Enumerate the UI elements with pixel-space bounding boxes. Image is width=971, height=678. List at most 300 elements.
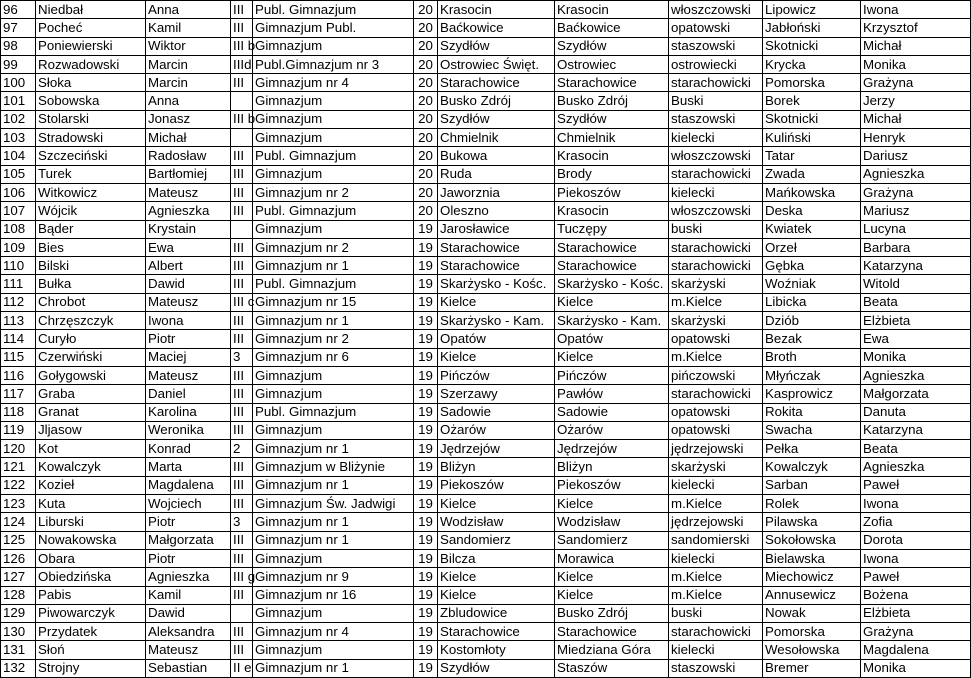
teacher-firstname-cell: Katarzyna <box>861 421 971 439</box>
county-cell: opatowski <box>669 19 763 37</box>
table-row <box>1 293 971 311</box>
class-cell: III <box>231 238 253 256</box>
school-town-cell: Starachowice <box>438 74 555 92</box>
teacher-firstname-cell: Grażyna <box>861 74 971 92</box>
teacher-firstname-cell: Jerzy <box>861 92 971 110</box>
school-town-cell: Starachowice <box>438 238 555 256</box>
commune-cell: Ostrowiec <box>555 55 669 73</box>
county-cell: starachowicki <box>669 74 763 92</box>
class-cell: III <box>231 403 253 421</box>
commune-cell: Ożarów <box>555 421 669 439</box>
table-row <box>1 312 971 330</box>
lp-cell: 99 <box>1 55 36 73</box>
county-cell: włoszczowski <box>669 1 763 19</box>
firstname-cell: Agnieszka <box>146 202 231 220</box>
firstname-cell: Aleksandra <box>146 623 231 641</box>
teacher-surname-cell: Pilawska <box>763 513 861 531</box>
table-row <box>1 275 971 293</box>
firstname-cell: Wiktor <box>146 37 231 55</box>
table-row <box>1 74 971 92</box>
commune-cell: Pińczów <box>555 366 669 384</box>
teacher-firstname-cell: Agnieszka <box>861 366 971 384</box>
school-town-cell: Ożarów <box>438 421 555 439</box>
lp-cell: 102 <box>1 110 36 128</box>
teacher-firstname-cell: Mariusz <box>861 202 971 220</box>
surname-cell: Curyło <box>36 330 146 348</box>
lp-cell: 106 <box>1 183 36 201</box>
school-cell: Gimnazjum <box>253 220 414 238</box>
points-cell: 20 <box>414 183 438 201</box>
surname-cell: Niedbał <box>36 1 146 19</box>
firstname-cell: Marcin <box>146 74 231 92</box>
commune-cell: Miedziana Góra <box>555 641 669 659</box>
school-town-cell: Oleszno <box>438 202 555 220</box>
school-town-cell: Busko Zdrój <box>438 92 555 110</box>
lp-cell: 108 <box>1 220 36 238</box>
county-cell: m.Kielce <box>669 293 763 311</box>
commune-cell: Krasocin <box>555 1 669 19</box>
surname-cell: Kowalczyk <box>36 458 146 476</box>
school-cell: Publ.Gimnazjum nr 3 <box>253 55 414 73</box>
surname-cell: Czerwiński <box>36 348 146 366</box>
county-cell: sandomierski <box>669 531 763 549</box>
points-cell: 19 <box>414 568 438 586</box>
class-cell: II e <box>231 659 253 677</box>
points-cell: 19 <box>414 458 438 476</box>
surname-cell: Bułka <box>36 275 146 293</box>
lp-cell: 111 <box>1 275 36 293</box>
surname-cell: Obara <box>36 549 146 567</box>
school-cell: Gimnazjum <box>253 385 414 403</box>
teacher-surname-cell: Broth <box>763 348 861 366</box>
school-town-cell: Bukowa <box>438 147 555 165</box>
teacher-firstname-cell: Krzysztof <box>861 19 971 37</box>
commune-cell: Wodzisław <box>555 513 669 531</box>
class-cell: III <box>231 421 253 439</box>
points-cell: 19 <box>414 440 438 458</box>
table-row <box>1 37 971 55</box>
school-town-cell: Szydłów <box>438 110 555 128</box>
teacher-surname-cell: Rokita <box>763 403 861 421</box>
teacher-surname-cell: Nowak <box>763 604 861 622</box>
school-town-cell: Kielce <box>438 495 555 513</box>
points-cell: 19 <box>414 220 438 238</box>
firstname-cell: Dawid <box>146 275 231 293</box>
lp-cell: 118 <box>1 403 36 421</box>
teacher-firstname-cell: Elżbieta <box>861 604 971 622</box>
school-town-cell: Kielce <box>438 348 555 366</box>
firstname-cell: Magdalena <box>146 476 231 494</box>
commune-cell: Brody <box>555 165 669 183</box>
teacher-surname-cell: Sokołowska <box>763 531 861 549</box>
lp-cell: 131 <box>1 641 36 659</box>
school-town-cell: Opatów <box>438 330 555 348</box>
firstname-cell: Jonasz <box>146 110 231 128</box>
school-cell: Gimnazjum nr 1 <box>253 440 414 458</box>
teacher-surname-cell: Deska <box>763 202 861 220</box>
commune-cell: Kielce <box>555 586 669 604</box>
commune-cell: Jędrzejów <box>555 440 669 458</box>
school-town-cell: Szerzawy <box>438 385 555 403</box>
school-cell: Publ. Gimnazjum <box>253 202 414 220</box>
table-row <box>1 495 971 513</box>
lp-cell: 124 <box>1 513 36 531</box>
class-cell: III g <box>231 568 253 586</box>
county-cell: skarżyski <box>669 458 763 476</box>
lp-cell: 110 <box>1 257 36 275</box>
lp-cell: 127 <box>1 568 36 586</box>
teacher-surname-cell: Skotnicki <box>763 110 861 128</box>
firstname-cell: Dawid <box>146 604 231 622</box>
surname-cell: Bilski <box>36 257 146 275</box>
teacher-surname-cell: Sarban <box>763 476 861 494</box>
teacher-surname-cell: Borek <box>763 92 861 110</box>
class-cell: III <box>231 183 253 201</box>
firstname-cell: Michał <box>146 129 231 147</box>
surname-cell: Obiedzińska <box>36 568 146 586</box>
points-cell: 19 <box>414 348 438 366</box>
lp-cell: 119 <box>1 421 36 439</box>
table-row <box>1 19 971 37</box>
table-row <box>1 1 971 19</box>
points-cell: 19 <box>414 476 438 494</box>
school-town-cell: Skarżysko - Kam. <box>438 312 555 330</box>
teacher-firstname-cell: Iwona <box>861 1 971 19</box>
firstname-cell: Maciej <box>146 348 231 366</box>
firstname-cell: Piotr <box>146 330 231 348</box>
table-row <box>1 440 971 458</box>
school-cell: Gimnazjum <box>253 110 414 128</box>
class-cell: III <box>231 257 253 275</box>
table-row <box>1 623 971 641</box>
table-row <box>1 421 971 439</box>
surname-cell: Kozieł <box>36 476 146 494</box>
teacher-firstname-cell: Barbara <box>861 238 971 256</box>
school-town-cell: Kostomłoty <box>438 641 555 659</box>
teacher-surname-cell: Wesołowska <box>763 641 861 659</box>
firstname-cell: Mateusz <box>146 293 231 311</box>
surname-cell: Witkowicz <box>36 183 146 201</box>
lp-cell: 113 <box>1 312 36 330</box>
teacher-firstname-cell: Zofia <box>861 513 971 531</box>
lp-cell: 130 <box>1 623 36 641</box>
school-town-cell: Szydłów <box>438 659 555 677</box>
teacher-surname-cell: Bezak <box>763 330 861 348</box>
points-cell: 19 <box>414 312 438 330</box>
class-cell: III <box>231 147 253 165</box>
teacher-firstname-cell: Grażyna <box>861 183 971 201</box>
school-town-cell: Wodzisław <box>438 513 555 531</box>
county-cell: kielecki <box>669 641 763 659</box>
surname-cell: Kot <box>36 440 146 458</box>
school-cell: Gimnazjum <box>253 604 414 622</box>
teacher-firstname-cell: Lucyna <box>861 220 971 238</box>
commune-cell: Busko Zdrój <box>555 92 669 110</box>
teacher-surname-cell: Pełka <box>763 440 861 458</box>
county-cell: jędrzejowski <box>669 513 763 531</box>
firstname-cell: Kamil <box>146 586 231 604</box>
class-cell: III <box>231 586 253 604</box>
teacher-surname-cell: Bielawska <box>763 549 861 567</box>
table-row <box>1 513 971 531</box>
surname-cell: Szczeciński <box>36 147 146 165</box>
commune-cell: Skarżysko - Kośc. <box>555 275 669 293</box>
teacher-firstname-cell: Iwona <box>861 549 971 567</box>
lp-cell: 104 <box>1 147 36 165</box>
surname-cell: Turek <box>36 165 146 183</box>
teacher-firstname-cell: Grażyna <box>861 623 971 641</box>
surname-cell: Granat <box>36 403 146 421</box>
county-cell: starachowicki <box>669 257 763 275</box>
lp-cell: 109 <box>1 238 36 256</box>
commune-cell: Bliżyn <box>555 458 669 476</box>
lp-cell: 121 <box>1 458 36 476</box>
teacher-firstname-cell: Dariusz <box>861 147 971 165</box>
commune-cell: Szydłów <box>555 37 669 55</box>
firstname-cell: Kamil <box>146 19 231 37</box>
firstname-cell: Piotr <box>146 549 231 567</box>
teacher-surname-cell: Młyńczak <box>763 366 861 384</box>
points-cell: 20 <box>414 19 438 37</box>
table-row <box>1 202 971 220</box>
table-row <box>1 458 971 476</box>
firstname-cell: Mateusz <box>146 366 231 384</box>
teacher-firstname-cell: Beata <box>861 440 971 458</box>
points-cell: 20 <box>414 55 438 73</box>
teacher-firstname-cell: Agnieszka <box>861 458 971 476</box>
class-cell: 2 <box>231 440 253 458</box>
commune-cell: Baćkowice <box>555 19 669 37</box>
class-cell: III <box>231 165 253 183</box>
lp-cell: 129 <box>1 604 36 622</box>
county-cell: starachowicki <box>669 238 763 256</box>
class-cell: III b <box>231 37 253 55</box>
county-cell: ostrowiecki <box>669 55 763 73</box>
school-cell: Gimnazjum nr 16 <box>253 586 414 604</box>
points-cell: 20 <box>414 37 438 55</box>
class-cell: III c <box>231 293 253 311</box>
teacher-surname-cell: Kwiatek <box>763 220 861 238</box>
table-row <box>1 165 971 183</box>
school-cell: Gimnazjum nr 1 <box>253 312 414 330</box>
table-body <box>1 1 971 678</box>
teacher-surname-cell: Libicka <box>763 293 861 311</box>
firstname-cell: Karolina <box>146 403 231 421</box>
teacher-firstname-cell: Monika <box>861 659 971 677</box>
class-cell: 3 <box>231 513 253 531</box>
teacher-firstname-cell: Monika <box>861 55 971 73</box>
class-cell: III <box>231 385 253 403</box>
surname-cell: Słoka <box>36 74 146 92</box>
school-town-cell: Bilcza <box>438 549 555 567</box>
class-cell: III <box>231 623 253 641</box>
school-town-cell: Sadowie <box>438 403 555 421</box>
class-cell: III <box>231 74 253 92</box>
commune-cell: Kielce <box>555 568 669 586</box>
commune-cell: Starachowice <box>555 74 669 92</box>
class-cell <box>231 92 253 110</box>
teacher-surname-cell: Swacha <box>763 421 861 439</box>
points-cell: 20 <box>414 74 438 92</box>
table-row <box>1 568 971 586</box>
commune-cell: Starachowice <box>555 257 669 275</box>
class-cell: III <box>231 330 253 348</box>
lp-cell: 97 <box>1 19 36 37</box>
teacher-firstname-cell: Michał <box>861 37 971 55</box>
teacher-surname-cell: Pomorska <box>763 623 861 641</box>
commune-cell: Chmielnik <box>555 129 669 147</box>
county-cell: opatowski <box>669 403 763 421</box>
school-town-cell: Pińczów <box>438 366 555 384</box>
lp-cell: 132 <box>1 659 36 677</box>
school-cell: Gimnazjum <box>253 129 414 147</box>
class-cell: III <box>231 549 253 567</box>
county-cell: kielecki <box>669 476 763 494</box>
table-row <box>1 659 971 677</box>
school-cell: Gimnazjum <box>253 641 414 659</box>
county-cell: włoszczowski <box>669 202 763 220</box>
school-cell: Gimnazjum <box>253 37 414 55</box>
teacher-firstname-cell: Ewa <box>861 330 971 348</box>
school-cell: Gimnazjum nr 2 <box>253 183 414 201</box>
teacher-surname-cell: Kasprowicz <box>763 385 861 403</box>
firstname-cell: Daniel <box>146 385 231 403</box>
county-cell: staszowski <box>669 110 763 128</box>
points-cell: 19 <box>414 604 438 622</box>
school-town-cell: Jaworznia <box>438 183 555 201</box>
firstname-cell: Piotr <box>146 513 231 531</box>
points-cell: 19 <box>414 330 438 348</box>
surname-cell: Strojny <box>36 659 146 677</box>
teacher-firstname-cell: Małgorzata <box>861 385 971 403</box>
class-cell: III <box>231 495 253 513</box>
class-cell: III <box>231 476 253 494</box>
school-town-cell: Bliżyn <box>438 458 555 476</box>
lp-cell: 117 <box>1 385 36 403</box>
school-cell: Gimnazjum Św. Jadwigi <box>253 495 414 513</box>
school-town-cell: Baćkowice <box>438 19 555 37</box>
teacher-surname-cell: Rolek <box>763 495 861 513</box>
lp-cell: 100 <box>1 74 36 92</box>
school-cell: Publ. Gimnazjum <box>253 147 414 165</box>
surname-cell: Pocheć <box>36 19 146 37</box>
lp-cell: 120 <box>1 440 36 458</box>
table-row <box>1 110 971 128</box>
class-cell: III <box>231 458 253 476</box>
table-row <box>1 604 971 622</box>
commune-cell: Tuczępy <box>555 220 669 238</box>
school-town-cell: Kielce <box>438 586 555 604</box>
teacher-firstname-cell: Elżbieta <box>861 312 971 330</box>
firstname-cell: Bartłomiej <box>146 165 231 183</box>
class-cell: III <box>231 19 253 37</box>
surname-cell: Stradowski <box>36 129 146 147</box>
teacher-surname-cell: Jabłoński <box>763 19 861 37</box>
surname-cell: Stolarski <box>36 110 146 128</box>
class-cell: III <box>231 641 253 659</box>
school-cell: Publ. Gimnazjum <box>253 1 414 19</box>
commune-cell: Krasocin <box>555 202 669 220</box>
firstname-cell: Weronika <box>146 421 231 439</box>
surname-cell: Chrobot <box>36 293 146 311</box>
firstname-cell: Małgorzata <box>146 531 231 549</box>
lp-cell: 125 <box>1 531 36 549</box>
points-cell: 19 <box>414 421 438 439</box>
points-cell: 19 <box>414 238 438 256</box>
teacher-firstname-cell: Michał <box>861 110 971 128</box>
firstname-cell: Krystain <box>146 220 231 238</box>
firstname-cell: Wojciech <box>146 495 231 513</box>
school-cell: Publ. Gimnazjum <box>253 403 414 421</box>
table-row <box>1 257 971 275</box>
firstname-cell: Anna <box>146 1 231 19</box>
points-cell: 19 <box>414 495 438 513</box>
commune-cell: Piekoszów <box>555 476 669 494</box>
teacher-firstname-cell: Bożena <box>861 586 971 604</box>
lp-cell: 128 <box>1 586 36 604</box>
teacher-surname-cell: Kuliński <box>763 129 861 147</box>
school-town-cell: Ruda <box>438 165 555 183</box>
teacher-surname-cell: Kowalczyk <box>763 458 861 476</box>
commune-cell: Kielce <box>555 348 669 366</box>
table-row <box>1 147 971 165</box>
table-row <box>1 385 971 403</box>
firstname-cell: Radosław <box>146 147 231 165</box>
commune-cell: Starachowice <box>555 623 669 641</box>
lp-cell: 96 <box>1 1 36 19</box>
class-cell <box>231 220 253 238</box>
commune-cell: Pawłów <box>555 385 669 403</box>
school-cell: Gimnazjum nr 6 <box>253 348 414 366</box>
school-town-cell: Kielce <box>438 293 555 311</box>
points-cell: 19 <box>414 366 438 384</box>
teacher-surname-cell: Lipowicz <box>763 1 861 19</box>
teacher-surname-cell: Miechowicz <box>763 568 861 586</box>
school-cell: Gimnazjum Publ. <box>253 19 414 37</box>
surname-cell: Sobowska <box>36 92 146 110</box>
school-cell: Gimnazjum nr 2 <box>253 330 414 348</box>
teacher-firstname-cell: Iwona <box>861 495 971 513</box>
class-cell: III <box>231 366 253 384</box>
points-cell: 19 <box>414 549 438 567</box>
county-cell: m.Kielce <box>669 495 763 513</box>
points-cell: 20 <box>414 202 438 220</box>
points-cell: 19 <box>414 275 438 293</box>
table-row <box>1 183 971 201</box>
school-cell: Gimnazjum nr 4 <box>253 74 414 92</box>
commune-cell: Busko Zdrój <box>555 604 669 622</box>
commune-cell: Sadowie <box>555 403 669 421</box>
teacher-surname-cell: Zwada <box>763 165 861 183</box>
lp-cell: 98 <box>1 37 36 55</box>
table-row <box>1 549 971 567</box>
teacher-firstname-cell: Magdalena <box>861 641 971 659</box>
lp-cell: 122 <box>1 476 36 494</box>
commune-cell: Piekoszów <box>555 183 669 201</box>
table-row <box>1 238 971 256</box>
table-row <box>1 403 971 421</box>
teacher-surname-cell: Annusewicz <box>763 586 861 604</box>
county-cell: starachowicki <box>669 623 763 641</box>
county-cell: Buski <box>669 92 763 110</box>
points-cell: 19 <box>414 385 438 403</box>
commune-cell: Szydłów <box>555 110 669 128</box>
school-town-cell: Starachowice <box>438 623 555 641</box>
school-town-cell: Kielce <box>438 568 555 586</box>
school-cell: Gimnazjum nr 9 <box>253 568 414 586</box>
commune-cell: Staszów <box>555 659 669 677</box>
surname-cell: Bąder <box>36 220 146 238</box>
